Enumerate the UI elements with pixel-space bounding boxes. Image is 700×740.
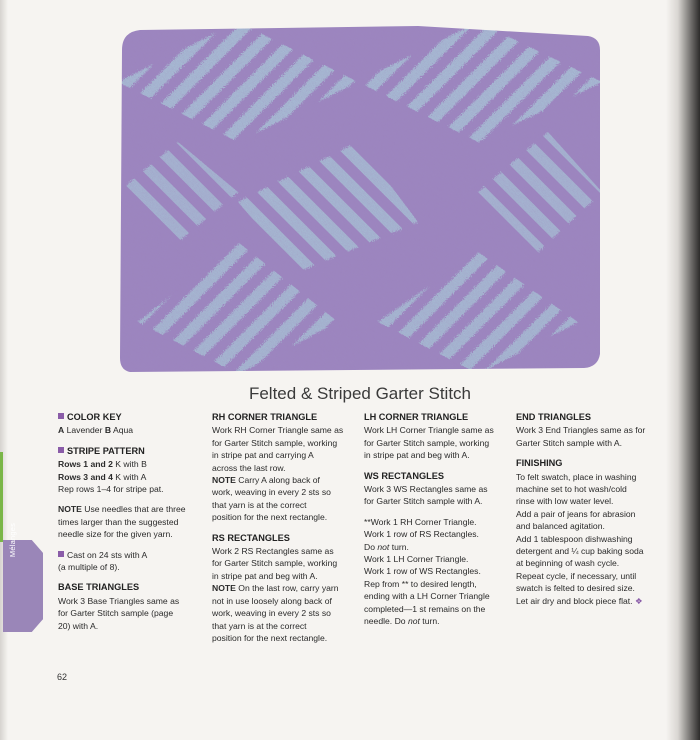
base-triangles-section: BASE TRIANGLES Work 3 Base Triangles same as for Garter Stitch sample (page 20) with A. bbox=[58, 581, 206, 632]
ws-rectangles-heading: WS RECTANGLES bbox=[364, 470, 444, 481]
column-2 bbox=[212, 411, 358, 652]
end-mark-icon: ❖ bbox=[634, 595, 643, 606]
bullet-square-icon bbox=[58, 551, 64, 557]
end-triangles-heading: END TRIANGLES bbox=[516, 412, 592, 422]
rs-rectangles-section: RS RECTANGLES Work 2 RS Rectangles same as for Garter Stitch sample, working in stripe pat and beg with A. NOTE On the last row, carry yarn not in use loosely along back of work, weaving in every 2 sts so that yarn is at the correct position for the next rectangle. bbox=[212, 532, 358, 645]
ws-rectangles-section: WS RECTANGLES Work 3 WS Rectangles same as for Garter Stitch sample with A. bbox=[364, 470, 510, 508]
finishing-heading: FINISHING bbox=[516, 458, 563, 469]
color-key-line: A Lavender B Aqua bbox=[58, 425, 134, 436]
rh-corner-triangle-heading: RH CORNER TRIANGLE bbox=[212, 412, 318, 422]
rs-rectangles-heading: RS RECTANGLES bbox=[212, 532, 290, 543]
green-margin-stripe bbox=[0, 452, 3, 542]
lh-corner-triangle-heading: LH CORNER TRIANGLE bbox=[364, 412, 469, 422]
color-key-section bbox=[58, 411, 206, 437]
end-triangles-section: END TRIANGLES Work 3 End Triangles same as for Garter Stitch sample with A. bbox=[516, 411, 666, 449]
figure-caption: Felted & Striped Garter Stitch bbox=[248, 384, 472, 403]
knitted-swatch-photo bbox=[118, 22, 602, 374]
column-3 bbox=[364, 411, 510, 636]
rh-corner-triangle-section: RH CORNER TRIANGLE Work RH Corner Triangle same as for Garter Stitch sample, working in stripe pat and carrying A across the last row. NOTE Carry A along back of work, weaving in every 2 sts so that yarn is at the correct position for the next rectangle. bbox=[212, 411, 358, 524]
stripe-pattern-heading: STRIPE PATTERN bbox=[58, 445, 206, 457]
section-tab-label: Mélanges bbox=[7, 522, 17, 558]
page-number: 62 bbox=[57, 672, 68, 682]
column-4 bbox=[516, 411, 666, 615]
column-1 bbox=[58, 411, 206, 640]
cast-on-step: Cast on 24 sts with A (a multiple of 8). bbox=[58, 549, 148, 573]
book-spine-shadow bbox=[666, 0, 700, 740]
bullet-square-icon bbox=[58, 447, 64, 453]
repeat-steps: **Work 1 RH Corner Triangle. Work 1 row of RS Rectangles. Do not turn. Work 1 LH Corner Triangle. Work 1 row of WS Rectangles. Rep from ** to desired length, ending with a LH Corner Triangle completed—1 st remains on the needle. Do not turn. bbox=[364, 516, 490, 627]
bullet-square-icon bbox=[58, 413, 64, 419]
stripe-pattern-section: STRIPE PATTERN Rows 1 and 2 K with B Rows 3 and 4 K with A Rep rows 1–4 for stripe pat. bbox=[58, 445, 206, 496]
needle-note: NOTE Use needles that are three times larger than the suggested needle size for the given yarn. bbox=[58, 504, 186, 540]
lh-corner-triangle-section: LH CORNER TRIANGLE Work LH Corner Triangle same as for Garter Stitch sample, working in stripe pat and beg with A. bbox=[364, 411, 510, 462]
color-key-heading: COLOR KEY bbox=[58, 411, 206, 423]
finishing-section: FINISHING To felt swatch, place in washing machine set to hot wash/cold rinse with low water level. Add a pair of jeans for abrasion and balanced agitation. Add 1 tablespoon dishwashing detergent and ¼ cup baking soda at beginning of wash cycle. Repeat cycle, if necessary, until swatch is felted to desired size. Let air dry and block piece flat. ❖ bbox=[516, 457, 666, 607]
base-triangles-heading: BASE TRIANGLES bbox=[58, 582, 140, 593]
